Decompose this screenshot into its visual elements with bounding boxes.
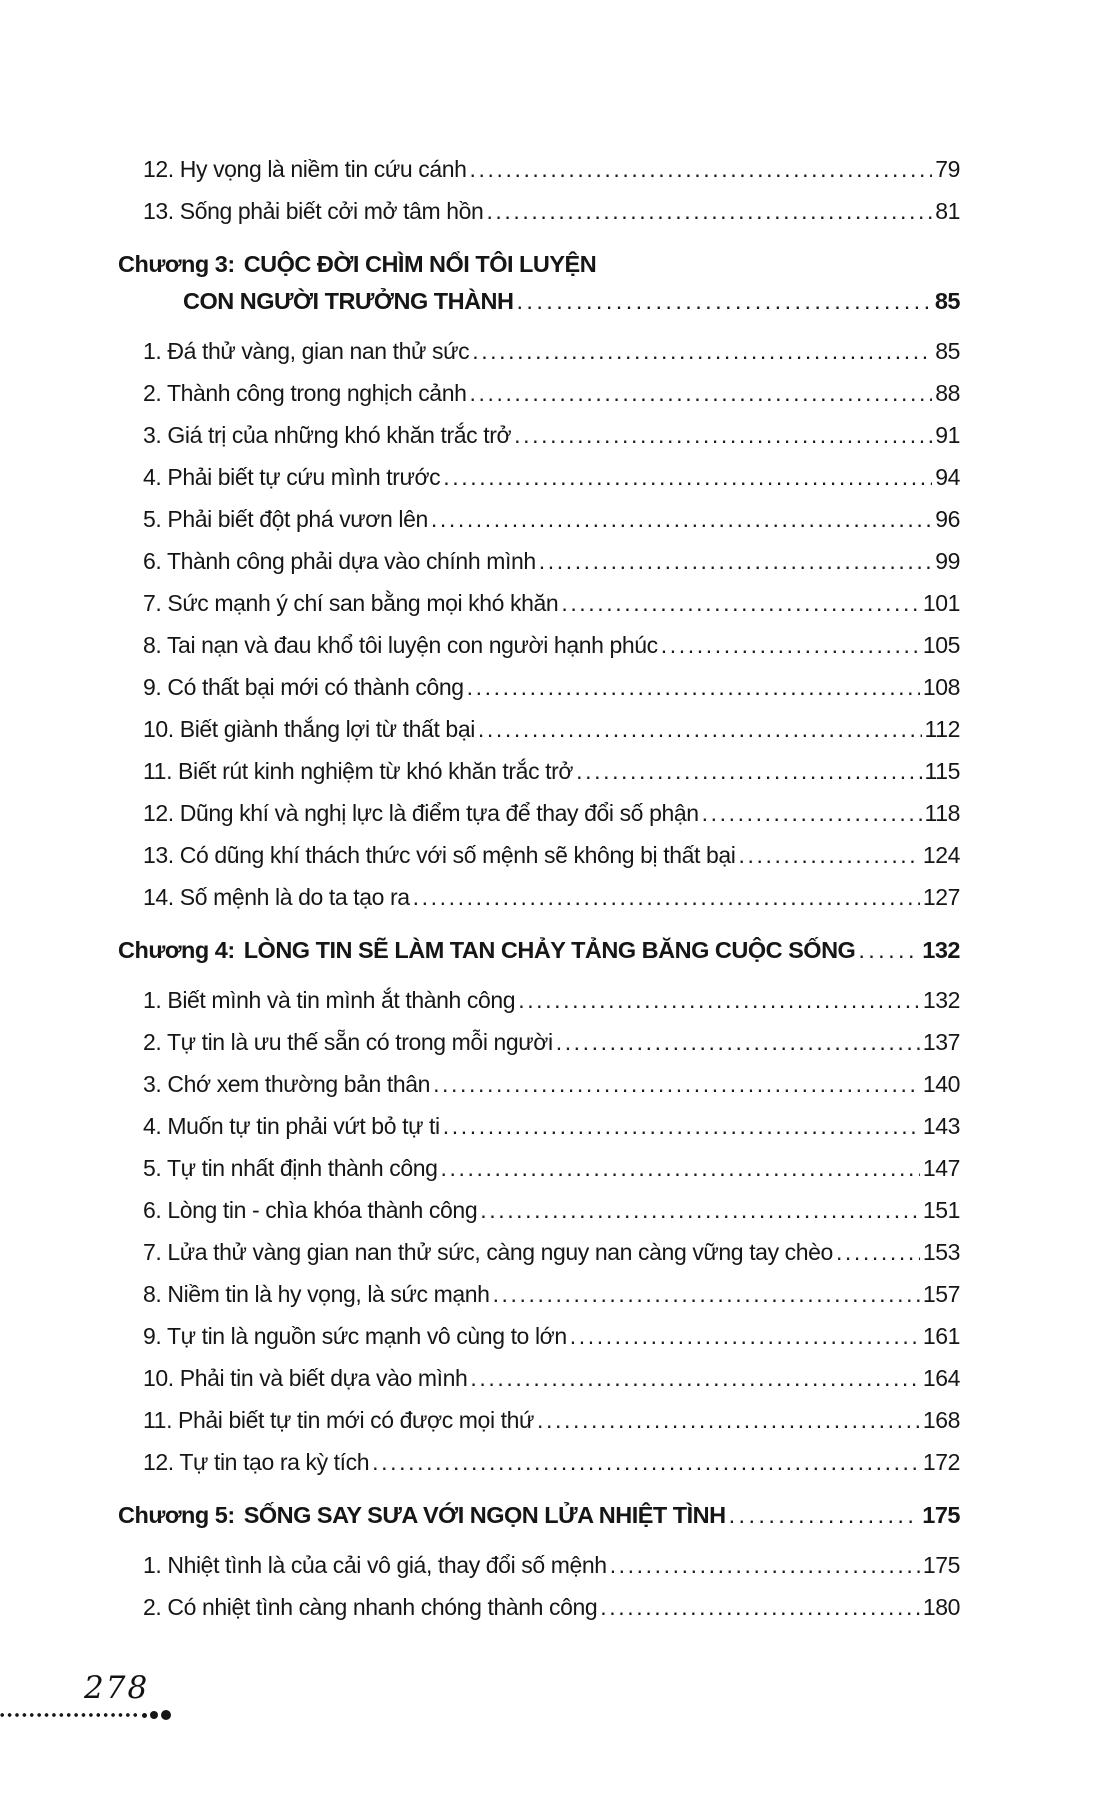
toc-entry — [143, 190, 960, 232]
toc-entry-title: 9. Có thất bại mới có thành công — [143, 674, 464, 700]
dot-leader — [576, 750, 921, 792]
toc-entry — [143, 498, 960, 540]
dot-leader — [413, 876, 920, 918]
toc-entry — [143, 1063, 960, 1105]
toc-entry-page: 132 — [922, 987, 960, 1013]
toc-entry-page: 161 — [922, 1323, 960, 1349]
toc-entry-page: 118 — [924, 800, 960, 826]
dot-leader — [702, 792, 922, 834]
toc-entry-title: 7. Lửa thử vàng gian nan thử sức, càng nguy nan càng vững tay chèo — [143, 1239, 833, 1265]
chapter-number-label: Chương 3: — [118, 251, 235, 277]
toc-entry-page: 105 — [922, 632, 960, 658]
chapter-number-label: Chương 4: — [118, 937, 235, 963]
toc-entry-page: 99 — [935, 548, 960, 574]
toc-entry-title: 14. Số mệnh là do ta tạo ra — [143, 884, 410, 910]
toc-entry-page: 96 — [935, 506, 960, 532]
toc-entry-title: 10. Phải tin và biết dựa vào mình — [143, 1365, 468, 1391]
toc-entry-title: 11. Biết rút kinh nghiệm từ khó khăn trắc trở — [143, 758, 574, 784]
dot-ornament — [150, 1711, 158, 1719]
dot-leader — [443, 1105, 920, 1147]
toc-entry-page: 151 — [922, 1197, 960, 1223]
toc-entry-title: 9. Tự tin là nguồn sức mạnh vô cùng to lớn — [143, 1323, 567, 1349]
toc-entry-title: 6. Lòng tin - chìa khóa thành công — [143, 1197, 478, 1223]
toc-entry-page: 143 — [922, 1113, 960, 1139]
footer-page-number: 278 — [84, 1670, 150, 1706]
table-of-contents — [118, 0, 960, 1628]
chapter-heading-line — [118, 1497, 960, 1534]
toc-entry-page: 127 — [922, 884, 960, 910]
toc-entry-page: 164 — [922, 1365, 960, 1391]
footer-dotted-line-decoration — [0, 1709, 260, 1721]
toc-entry — [143, 792, 960, 834]
toc-entry — [143, 1586, 960, 1628]
toc-entry — [143, 1544, 960, 1586]
toc-entry — [143, 624, 960, 666]
toc-entry — [143, 414, 960, 456]
toc-entry-title: 8. Niềm tin là hy vọng, là sức mạnh — [143, 1281, 490, 1307]
dot-leader — [537, 1399, 920, 1441]
chapter-heading — [118, 246, 960, 320]
dot-leader — [738, 834, 919, 876]
chapter-number-label: Chương 5: — [118, 1502, 235, 1528]
dot-leader — [470, 148, 933, 190]
toc-entry — [143, 666, 960, 708]
toc-entry-page: 91 — [935, 422, 960, 448]
toc-entry-title: 12. Tự tin tạo ra kỳ tích — [143, 1449, 370, 1475]
toc-entry-title: 2. Tự tin là ưu thế sẵn có trong mỗi người — [143, 1029, 553, 1055]
dot-leader — [610, 1544, 920, 1586]
toc-entry — [143, 1147, 960, 1189]
chapter-heading-line-1 — [118, 246, 960, 283]
dot-leader — [443, 456, 932, 498]
toc-entry — [143, 372, 960, 414]
toc-entry-page: 112 — [924, 716, 960, 742]
toc-entry-page: 137 — [922, 1029, 960, 1055]
toc-entry-page: 88 — [935, 380, 960, 406]
toc-entry — [143, 1357, 960, 1399]
dot-leader — [729, 1497, 920, 1534]
toc-entry-title: 5. Phải biết đột phá vươn lên — [143, 506, 428, 532]
dot-leader — [467, 666, 920, 708]
dot-leader — [372, 1441, 920, 1483]
toc-entry-title: 12. Hy vọng là niềm tin cứu cánh — [143, 156, 467, 182]
dot-ornament — [142, 1713, 147, 1718]
toc-entry-page: 108 — [922, 674, 960, 700]
chapter-page: 132 — [922, 937, 960, 963]
toc-entry — [143, 876, 960, 918]
toc-entry-title: 11. Phải biết tự tin mới có được mọi thứ — [143, 1407, 535, 1433]
dot-leader — [539, 540, 932, 582]
dot-leader — [478, 708, 922, 750]
toc-entry-page: 85 — [935, 338, 960, 364]
toc-entry-page: 140 — [922, 1071, 960, 1097]
dot-leader — [472, 330, 932, 372]
chapter-page: 175 — [922, 1502, 960, 1528]
toc-entry-title: 3. Giá trị của những khó khăn trắc trở — [143, 422, 512, 448]
toc-entry-page: 153 — [922, 1239, 960, 1265]
toc-entry — [143, 708, 960, 750]
toc-entry-title: 1. Nhiệt tình là của cải vô giá, thay đổi số mệnh — [143, 1552, 607, 1578]
toc-entry-title: 1. Biết mình và tin mình ắt thành công — [143, 987, 516, 1013]
toc-entry — [143, 1273, 960, 1315]
page-footer — [0, 1668, 260, 1721]
toc-entry-title: 2. Có nhiệt tình càng nhanh chóng thành công — [143, 1594, 598, 1620]
toc-entry-page: 101 — [922, 590, 960, 616]
toc-entry-title: 1. Đá thử vàng, gian nan thử sức — [143, 338, 470, 364]
dot-leader — [486, 190, 932, 232]
toc-entry-title: 13. Sống phải biết cởi mở tâm hồn — [143, 198, 484, 224]
dot-leader — [493, 1273, 920, 1315]
toc-entry — [143, 1315, 960, 1357]
toc-entry-page: 147 — [922, 1155, 960, 1181]
toc-entry — [143, 582, 960, 624]
dot-leader — [433, 1063, 920, 1105]
chapter-title-continued: CON NGƯỜI TRƯỞNG THÀNH — [183, 288, 514, 314]
toc-entry — [143, 1231, 960, 1273]
toc-entry — [143, 148, 960, 190]
dot-leader — [431, 498, 932, 540]
chapter-page: 85 — [934, 288, 960, 314]
toc-entry — [143, 979, 960, 1021]
toc-entry-page: 157 — [922, 1281, 960, 1307]
toc-entry — [143, 1105, 960, 1147]
dot-leader — [556, 1021, 920, 1063]
dot-leader — [516, 283, 931, 320]
toc-entry-page: 124 — [922, 842, 960, 868]
dot-leader — [514, 414, 932, 456]
dot-leader — [469, 372, 932, 414]
chapter-title: LÒNG TIN SẼ LÀM TAN CHẢY TẢNG BĂNG CUỘC SỐNG — [243, 937, 856, 963]
dot-leader — [570, 1315, 920, 1357]
toc-entry-page: 172 — [922, 1449, 960, 1475]
dot-leader — [518, 979, 920, 1021]
dot-leader — [661, 624, 920, 666]
toc-entry-title: 4. Phải biết tự cứu mình trước — [143, 464, 441, 490]
toc-entry-title: 4. Muốn tự tin phải vứt bỏ tự ti — [143, 1113, 440, 1139]
toc-entry — [143, 1189, 960, 1231]
toc-entry-page: 115 — [924, 758, 960, 784]
dot-leader — [470, 1357, 919, 1399]
toc-entry — [143, 540, 960, 582]
toc-entry-title: 2. Thành công trong nghịch cảnh — [143, 380, 467, 406]
toc-entry — [143, 750, 960, 792]
dot-leader — [561, 582, 919, 624]
dot-leader — [480, 1189, 920, 1231]
toc-entry — [143, 456, 960, 498]
toc-entry-title: 5. Tự tin nhất định thành công — [143, 1155, 438, 1181]
toc-entry-page: 180 — [922, 1594, 960, 1620]
toc-entry-title: 10. Biết giành thắng lợi từ thất bại — [143, 716, 475, 742]
toc-entry-page: 168 — [922, 1407, 960, 1433]
toc-entry-title: 7. Sức mạnh ý chí san bằng mọi khó khăn — [143, 590, 559, 616]
toc-entry — [143, 330, 960, 372]
toc-entry — [143, 1021, 960, 1063]
dot-leader — [600, 1586, 920, 1628]
toc-entry-title: 3. Chớ xem thường bản thân — [143, 1071, 431, 1097]
toc-entry-title: 12. Dũng khí và nghị lực là điểm tựa để thay đổi số phận — [143, 800, 699, 826]
chapter-title: SỐNG SAY SƯA VỚI NGỌN LỬA NHIỆT TÌNH — [243, 1502, 726, 1528]
toc-entry-page: 175 — [922, 1552, 960, 1578]
chapter-heading — [118, 1497, 960, 1534]
dot-leader — [858, 932, 919, 969]
toc-entry-page: 79 — [935, 156, 960, 182]
toc-entry — [143, 834, 960, 876]
dot-leader — [836, 1231, 920, 1273]
chapter-title: CUỘC ĐỜI CHÌM NỔI TÔI LUYỆN — [243, 251, 597, 277]
toc-entry-page: 81 — [935, 198, 960, 224]
toc-entry-title: 8. Tai nạn và đau khổ tôi luyện con người hạnh phúc — [143, 632, 658, 658]
chapter-heading-line-2 — [118, 283, 960, 320]
toc-entry-title: 6. Thành công phải dựa vào chính mình — [143, 548, 536, 574]
toc-entry — [143, 1441, 960, 1483]
toc-entry-page: 94 — [935, 464, 960, 490]
dotted-rule — [0, 1712, 141, 1718]
chapter-heading — [118, 932, 960, 969]
dot-ornament — [161, 1710, 171, 1720]
toc-entry — [143, 1399, 960, 1441]
toc-entry-title: 13. Có dũng khí thách thức với số mệnh sẽ không bị thất bại — [143, 842, 736, 868]
chapter-heading-line — [118, 932, 960, 969]
dot-leader — [441, 1147, 920, 1189]
